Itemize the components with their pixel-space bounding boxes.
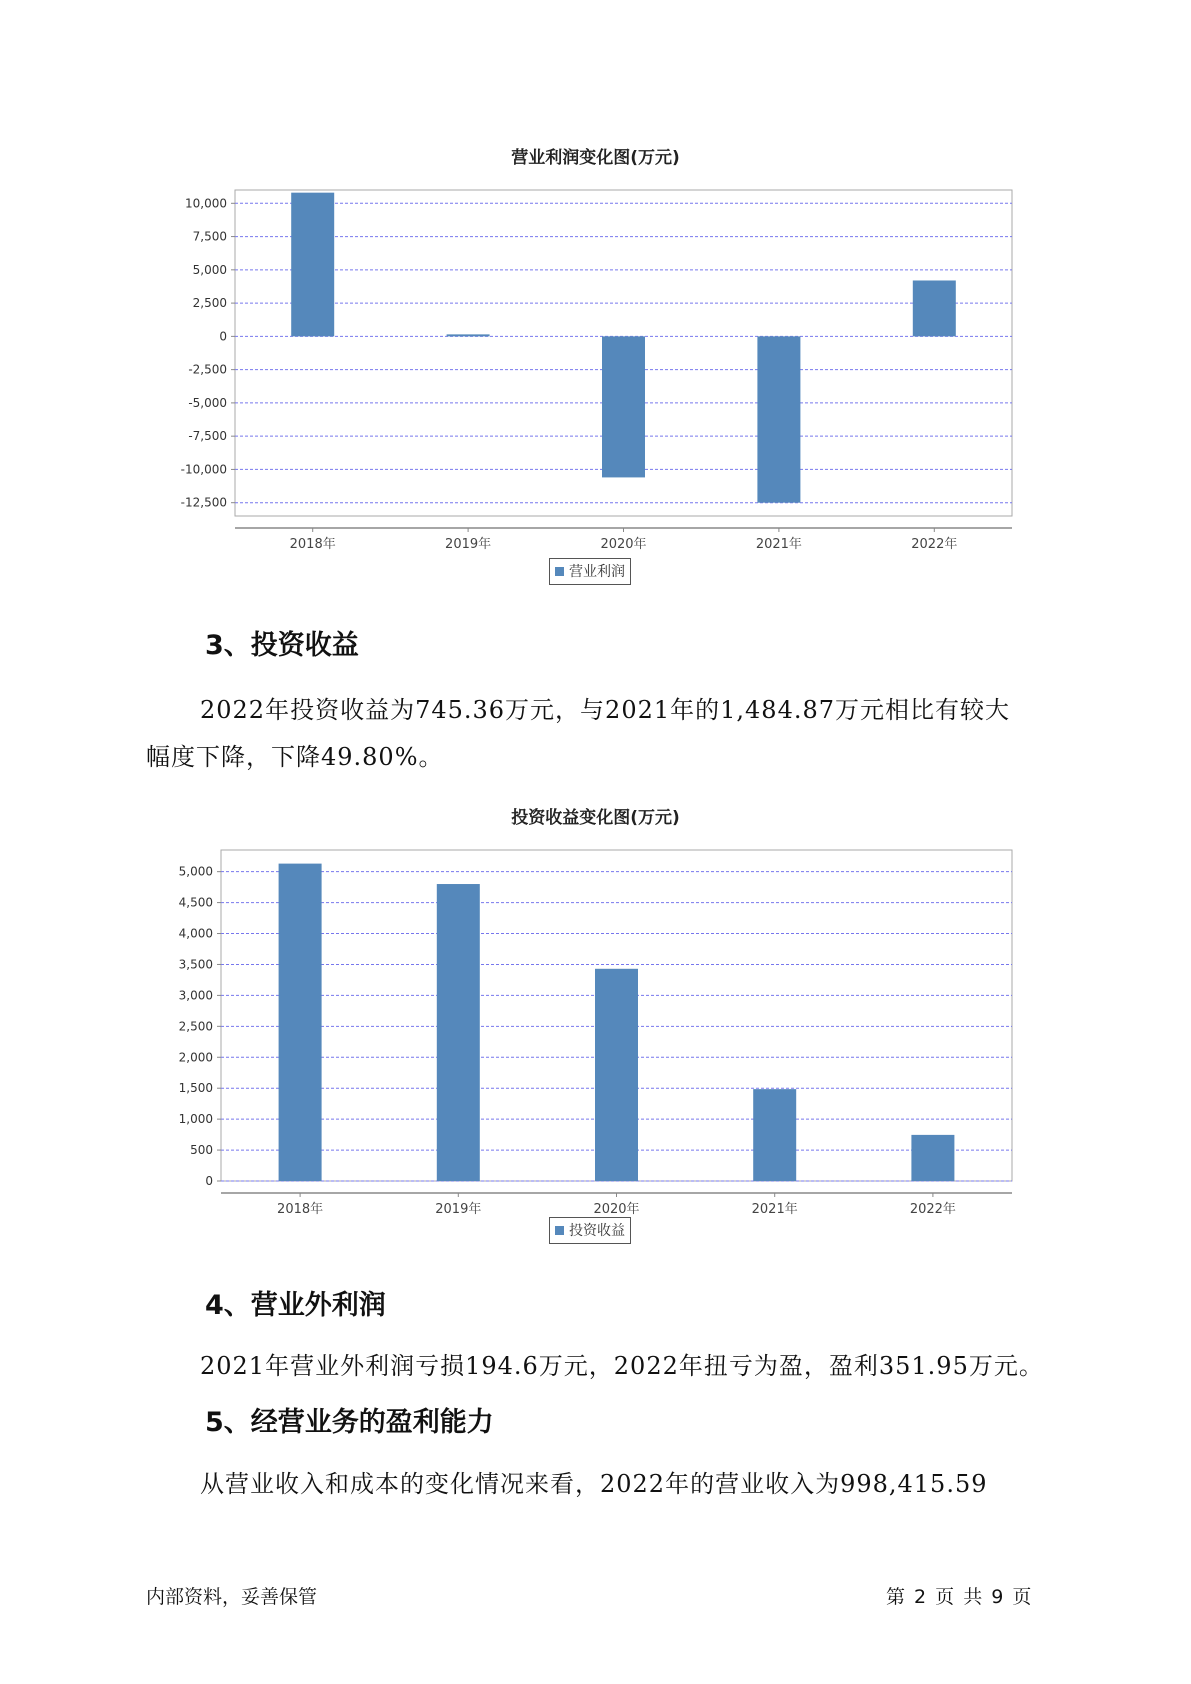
operating-profit-chart-title: 营业利润变化图(万元) — [511, 148, 680, 168]
section-5-paragraph: 从营业收入和成本的变化情况来看，2022年的营业收入为998,415.59 — [200, 1470, 988, 1498]
y-tick-label: 4,500 — [178, 895, 213, 910]
section-3-paragraph-line-2: 幅度下降，下降49.80%。 — [146, 743, 444, 771]
y-tick-label: 5,000 — [178, 864, 213, 879]
footer-confidential-note: 内部资料，妥善保管 — [146, 1586, 318, 1608]
bar-2021年 — [753, 1089, 796, 1181]
x-tick-label: 2018年 — [277, 1202, 324, 1217]
y-tick-label: -10,000 — [180, 462, 227, 477]
x-tick-label: 2018年 — [289, 537, 336, 552]
y-tick-label: 3,000 — [178, 988, 213, 1003]
y-tick-label: -12,500 — [180, 495, 227, 510]
y-tick-label: 5,000 — [192, 262, 227, 277]
y-tick-label: 3,500 — [178, 957, 213, 972]
y-tick-label: 500 — [190, 1143, 213, 1158]
footer-page-number: 第 2 页 共 9 页 — [886, 1586, 1032, 1608]
x-tick-label: 2020年 — [600, 537, 647, 552]
y-tick-label: -5,000 — [188, 395, 227, 410]
x-tick-label: 2021年 — [755, 537, 802, 552]
legend-label: 投资收益 — [569, 1223, 625, 1239]
legend-label: 营业利润 — [569, 564, 625, 580]
x-tick-label: 2019年 — [435, 1202, 482, 1217]
y-tick-label: 1,500 — [178, 1081, 213, 1096]
y-tick-label: -7,500 — [188, 429, 227, 444]
x-tick-label: 2019年 — [445, 537, 492, 552]
y-tick-label: 2,500 — [178, 1019, 213, 1034]
x-tick-label: 2020年 — [593, 1202, 640, 1217]
bar-2018年 — [279, 864, 322, 1181]
y-tick-label: 7,500 — [192, 229, 227, 244]
y-tick-label: -2,500 — [188, 362, 227, 377]
bar-2019年 — [437, 884, 480, 1181]
investment-income-chart-title: 投资收益变化图(万元) — [511, 808, 680, 828]
bar-2022年 — [911, 1135, 954, 1181]
section-3-heading: 3、投资收益 — [205, 630, 359, 661]
y-tick-label: 1,000 — [178, 1112, 213, 1127]
section-4-paragraph: 2021年营业外利润亏损194.6万元，2022年扭亏为盈，盈利351.95万元。 — [200, 1352, 1044, 1380]
y-tick-label: 0 — [219, 329, 227, 344]
legend-swatch — [555, 1226, 564, 1235]
y-tick-label: 2,000 — [178, 1050, 213, 1065]
section-5-heading: 5、经营业务的盈利能力 — [205, 1407, 494, 1438]
investment-income-legend — [549, 1217, 631, 1244]
x-tick-label: 2022年 — [909, 1202, 956, 1217]
y-tick-label: 4,000 — [178, 926, 213, 941]
section-3-paragraph-line-1: 2022年投资收益为745.36万元，与2021年的1,484.87万元相比有较大 — [200, 696, 1011, 724]
bar-2020年 — [595, 969, 638, 1181]
y-tick-label: 2,500 — [192, 296, 227, 311]
section-4-heading: 4、营业外利润 — [205, 1290, 386, 1321]
y-tick-label: 0 — [205, 1174, 213, 1188]
x-tick-label: 2022年 — [911, 537, 958, 552]
y-tick-label: 10,000 — [185, 196, 227, 211]
x-tick-label: 2021年 — [751, 1202, 798, 1217]
